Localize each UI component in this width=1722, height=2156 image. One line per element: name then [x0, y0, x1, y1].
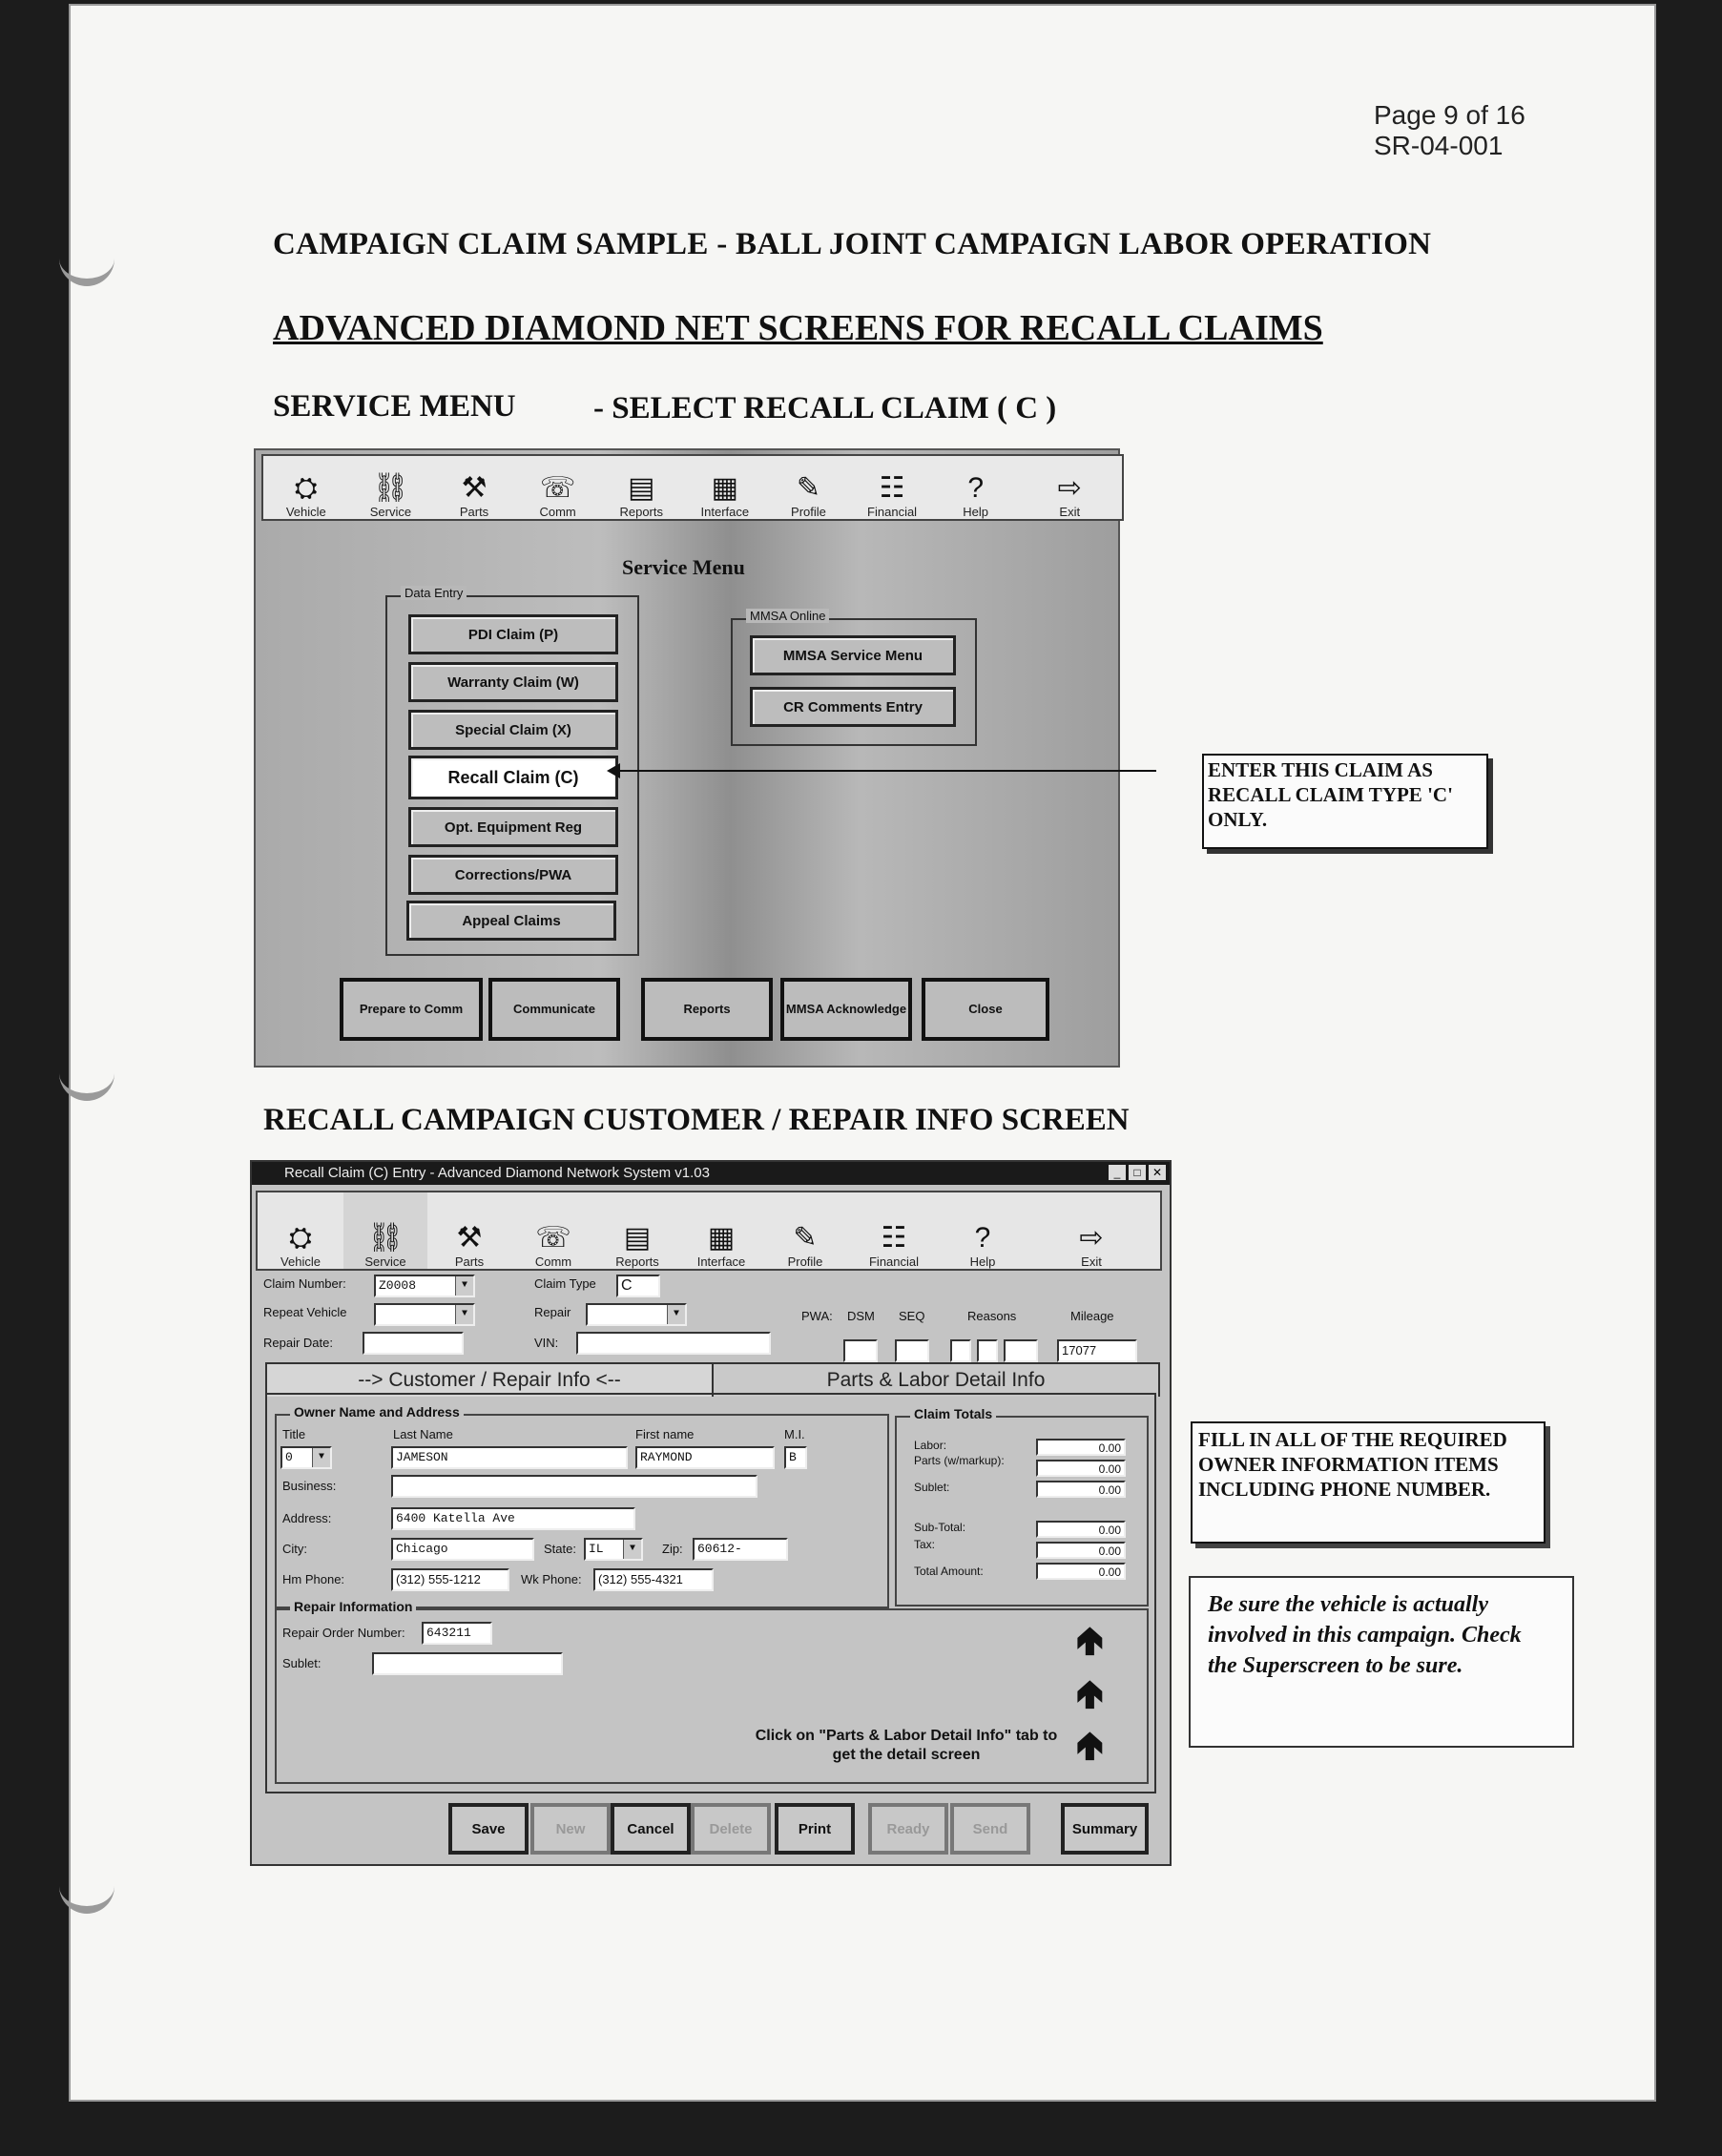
- claim-number-label: Claim Number:: [263, 1276, 346, 1291]
- city-label: City:: [282, 1542, 307, 1556]
- tools-icon: ⚒: [456, 1222, 483, 1254]
- recall-claim-button[interactable]: Recall Claim (C): [408, 756, 618, 799]
- select-recall-heading: - SELECT RECALL CLAIM ( C ): [593, 391, 1057, 425]
- special-claim-button[interactable]: Special Claim (X): [408, 710, 618, 750]
- repair-order-label: Repair Order Number:: [282, 1626, 405, 1640]
- toolbar-help[interactable]: ? Help: [969, 1222, 996, 1269]
- labor-value: 0.00: [1036, 1439, 1126, 1456]
- zip-field[interactable]: 60612-: [693, 1538, 788, 1561]
- window-controls: [1109, 1165, 1166, 1180]
- chevron-down-icon[interactable]: ▼: [623, 1540, 641, 1559]
- toolbar-service[interactable]: ⛓ Service: [369, 472, 412, 519]
- financial-icon: ☷: [881, 1222, 907, 1254]
- claim-type-label: Claim Type: [534, 1276, 596, 1291]
- minimize-icon[interactable]: _: [1109, 1165, 1126, 1180]
- last-name-label: Last Name: [393, 1427, 453, 1441]
- comm-icon: ☏: [535, 1222, 571, 1254]
- window-titlebar: [252, 1162, 1170, 1185]
- campaign-heading: CAMPAIGN CLAIM SAMPLE - BALL JOINT CAMPAIGN LABOR OPERATION: [273, 227, 1432, 261]
- cancel-button[interactable]: Cancel: [611, 1803, 691, 1855]
- sublet-field[interactable]: [372, 1652, 563, 1675]
- owner-group-label: Owner Name and Address: [290, 1404, 464, 1420]
- sublet-total-label: Sublet:: [914, 1481, 950, 1494]
- service-menu-heading: SERVICE MENU: [273, 389, 516, 424]
- mi-label: M.I.: [784, 1427, 805, 1441]
- home-phone-field[interactable]: (312) 555-1212: [391, 1568, 509, 1591]
- toolbar-parts[interactable]: ⚒ Parts: [459, 472, 489, 519]
- state-label: State:: [544, 1542, 576, 1556]
- claim-number-field[interactable]: Z0008 ▼: [374, 1275, 475, 1297]
- ready-button[interactable]: Ready: [868, 1803, 948, 1855]
- data-entry-label: Data Entry: [401, 586, 467, 600]
- total-amount-label: Total Amount:: [914, 1565, 984, 1578]
- profile-icon: ✎: [793, 1222, 818, 1254]
- subtotal-label: Sub-Total:: [914, 1521, 966, 1534]
- title-label: Title: [282, 1427, 306, 1441]
- page-number: Page 9 of 16: [1374, 100, 1525, 130]
- pdi-claim-button[interactable]: PDI Claim (P): [408, 614, 618, 654]
- reports-button[interactable]: Reports: [641, 978, 773, 1041]
- communicate-button[interactable]: Communicate: [488, 978, 620, 1041]
- mmsa-acknowledge-button[interactable]: MMSA Acknowledge: [780, 978, 912, 1041]
- toolbar-reports[interactable]: ▤ Reports: [619, 472, 663, 519]
- close-icon[interactable]: ✕: [1149, 1165, 1166, 1180]
- summary-button[interactable]: Summary: [1061, 1803, 1149, 1855]
- arrow-up-icon: 🢁: [1076, 1724, 1104, 1767]
- toolbar-reports[interactable]: ▤ Reports: [615, 1222, 659, 1269]
- cr-comments-button[interactable]: CR Comments Entry: [750, 687, 956, 727]
- repeat-vehicle-field[interactable]: [374, 1303, 475, 1326]
- toolbar-interface[interactable]: ▦ Interface: [696, 1222, 746, 1269]
- delete-button[interactable]: Delete: [691, 1803, 771, 1855]
- service-cars-icon: ⛓: [372, 472, 409, 504]
- warranty-claim-button[interactable]: Warranty Claim (W): [408, 662, 618, 702]
- dsm-field[interactable]: [843, 1339, 878, 1362]
- reason-field[interactable]: [1004, 1339, 1038, 1362]
- repair-order-field[interactable]: 643211: [422, 1622, 492, 1645]
- campaign-check-note: Be sure the vehicle is actually involved in this campaign. Check the Superscreen to be sure.: [1189, 1576, 1574, 1748]
- main-toolbar: [261, 454, 1124, 521]
- arrow-up-icon: 🢁: [1076, 1672, 1104, 1715]
- tax-value: 0.00: [1036, 1542, 1126, 1559]
- interface-icon: ▦: [711, 472, 739, 504]
- work-phone-field[interactable]: (312) 555-4321: [593, 1568, 714, 1591]
- toolbar-vehicle[interactable]: ⛭ Vehicle: [280, 1222, 321, 1269]
- help-icon: ?: [967, 472, 985, 504]
- help-icon: ?: [974, 1222, 991, 1254]
- subtotal-value: 0.00: [1036, 1521, 1126, 1538]
- interface-icon: ▦: [707, 1222, 736, 1254]
- first-name-label: First name: [635, 1427, 695, 1441]
- reasons-label: Reasons: [967, 1309, 1017, 1323]
- mmsa-service-menu-button[interactable]: MMSA Service Menu: [750, 635, 956, 675]
- service-cars-icon: ⛓: [366, 1222, 405, 1254]
- toolbar-financial[interactable]: ☷ Financial: [867, 472, 918, 519]
- total-amount-value: 0.00: [1036, 1563, 1126, 1580]
- chevron-down-icon[interactable]: ▼: [455, 1305, 473, 1324]
- claim-totals-label: Claim Totals: [910, 1406, 996, 1421]
- pointer-arrow: [620, 770, 1156, 772]
- vin-field[interactable]: [576, 1332, 771, 1355]
- advanced-heading: ADVANCED DIAMOND NET SCREENS FOR RECALL CLAIMS: [273, 308, 1323, 348]
- print-button[interactable]: Print: [775, 1803, 855, 1855]
- seq-field[interactable]: [895, 1339, 929, 1362]
- toolbar-interface[interactable]: ▦ Interface: [700, 472, 750, 519]
- chevron-down-icon[interactable]: ▼: [455, 1276, 473, 1296]
- car-icon: ⛭: [289, 1222, 312, 1254]
- car-icon: ⛭: [294, 472, 318, 504]
- seq-label: SEQ: [899, 1309, 925, 1323]
- first-name-field[interactable]: RAYMOND: [635, 1446, 775, 1469]
- parts-label: Parts (w/markup):: [914, 1454, 1005, 1467]
- page-header: [1374, 100, 1525, 161]
- mileage-label: Mileage: [1070, 1309, 1114, 1323]
- toolbar-comm[interactable]: ☏ Comm: [539, 472, 576, 519]
- recall-type-note: ENTER THIS CLAIM AS RECALL CLAIM TYPE 'C' ONLY.: [1202, 754, 1488, 849]
- service-menu-title: Service Menu: [622, 555, 745, 579]
- toolbar-profile[interactable]: ✎ Profile: [787, 1222, 823, 1269]
- repair-date-field[interactable]: [363, 1332, 464, 1355]
- toolbar-service[interactable]: ⛓ Service: [343, 1192, 427, 1269]
- zip-label: Zip:: [662, 1542, 683, 1556]
- repeat-vehicle-label: Repeat Vehicle: [263, 1305, 347, 1319]
- repair-field[interactable]: [586, 1303, 687, 1326]
- chevron-down-icon[interactable]: ▼: [312, 1448, 330, 1467]
- tab-parts-labor-detail[interactable]: Parts & Labor Detail Info: [712, 1362, 1160, 1397]
- toolbar-parts[interactable]: ⚒ Parts: [454, 1222, 485, 1269]
- owner-info-note: FILL IN ALL OF THE REQUIRED OWNER INFORMATION ITEMS INCLUDING PHONE NUMBER.: [1191, 1421, 1546, 1544]
- toolbar-financial[interactable]: ☷ Financial: [868, 1222, 920, 1269]
- last-name-field[interactable]: JAMESON: [391, 1446, 628, 1469]
- repair-info-label: Repair Information: [290, 1599, 416, 1614]
- address-label: Address:: [282, 1511, 332, 1525]
- tab-customer-repair-info[interactable]: --> Customer / Repair Info <--: [265, 1362, 714, 1397]
- new-button[interactable]: New: [530, 1803, 611, 1855]
- toolbar-comm[interactable]: ☏ Comm: [534, 1222, 572, 1269]
- home-phone-label: Hm Phone:: [282, 1572, 345, 1586]
- recall-screen-heading: RECALL CAMPAIGN CUSTOMER / REPAIR INFO SCREEN: [263, 1103, 1130, 1137]
- parts-value: 0.00: [1036, 1460, 1126, 1477]
- corrections-pwa-button[interactable]: Corrections/PWA: [408, 855, 618, 895]
- prepare-to-comm-button[interactable]: Prepare to Comm: [340, 978, 483, 1041]
- exit-icon: ⇨: [1079, 1222, 1104, 1254]
- close-button[interactable]: Close: [922, 978, 1049, 1041]
- repair-date-label: Repair Date:: [263, 1336, 333, 1350]
- financial-icon: ☷: [879, 472, 905, 504]
- send-button[interactable]: Send: [950, 1803, 1030, 1855]
- arrow-up-icon: 🢁: [1076, 1619, 1104, 1662]
- business-label: Business:: [282, 1479, 337, 1493]
- state-field[interactable]: IL ▼: [584, 1538, 643, 1561]
- report-icon: ▤: [628, 472, 655, 504]
- toolbar-help[interactable]: ? Help: [963, 472, 989, 519]
- detail-tab-hint: Click on "Parts & Labor Detail Info" tab to get the detail screen: [755, 1728, 1058, 1763]
- vin-label: VIN:: [534, 1336, 559, 1350]
- tax-label: Tax:: [914, 1538, 936, 1551]
- sublet-label: Sublet:: [282, 1656, 322, 1670]
- reason-field[interactable]: [950, 1339, 971, 1362]
- toolbar-exit[interactable]: ⇨ Exit: [1057, 472, 1082, 519]
- opt-equipment-button[interactable]: Opt. Equipment Reg: [408, 807, 618, 847]
- mileage-field[interactable]: 17077: [1057, 1339, 1137, 1362]
- window-title: Recall Claim (C) Entry - Advanced Diamond Network System v1.03: [284, 1165, 710, 1181]
- appeal-claims-button[interactable]: Appeal Claims: [406, 901, 616, 941]
- comm-icon: ☏: [539, 472, 576, 504]
- city-field[interactable]: Chicago: [391, 1538, 534, 1561]
- window-toolbar: [256, 1191, 1162, 1271]
- service-menu-screenshot: [254, 448, 1120, 1068]
- reason-field[interactable]: [977, 1339, 998, 1362]
- chevron-down-icon[interactable]: ▼: [667, 1305, 685, 1324]
- doc-id: SR-04-001: [1374, 131, 1504, 160]
- title-field[interactable]: 0 ▼: [280, 1446, 332, 1469]
- address-field[interactable]: 6400 Katella Ave: [391, 1507, 635, 1530]
- claim-type-field[interactable]: C: [616, 1275, 660, 1297]
- sublet-value: 0.00: [1036, 1481, 1126, 1498]
- profile-icon: ✎: [796, 472, 821, 504]
- save-button[interactable]: Save: [448, 1803, 529, 1855]
- work-phone-label: Wk Phone:: [521, 1572, 582, 1586]
- dsm-label: DSM: [847, 1309, 875, 1323]
- mmsa-online-label: MMSA Online: [746, 609, 829, 623]
- toolbar-profile[interactable]: ✎ Profile: [791, 472, 826, 519]
- maximize-icon[interactable]: □: [1129, 1165, 1146, 1180]
- tools-icon: ⚒: [461, 472, 488, 504]
- repair-label: Repair: [534, 1305, 571, 1319]
- labor-label: Labor:: [914, 1439, 947, 1452]
- business-field[interactable]: [391, 1475, 757, 1498]
- toolbar-exit[interactable]: ⇨ Exit: [1079, 1222, 1104, 1269]
- exit-icon: ⇨: [1057, 472, 1082, 504]
- report-icon: ▤: [623, 1222, 652, 1254]
- toolbar-vehicle[interactable]: ⛭ Vehicle: [285, 472, 326, 519]
- mi-field[interactable]: B: [784, 1446, 807, 1469]
- pwa-label: PWA:: [801, 1309, 833, 1323]
